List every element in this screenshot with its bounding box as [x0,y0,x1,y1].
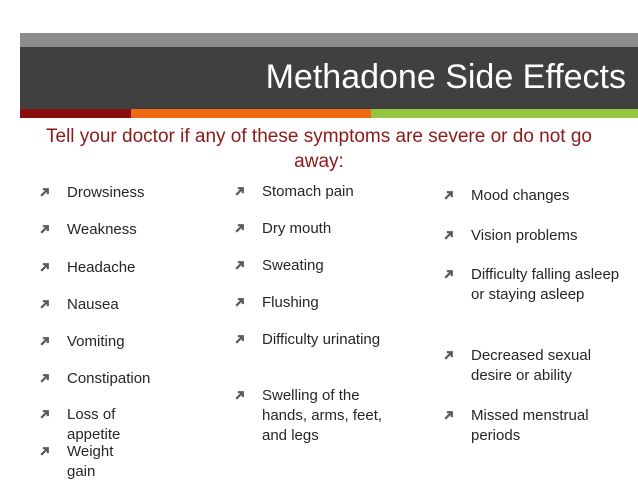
symptom-text: Difficulty falling asleep or staying asleep [471,266,620,303]
arrow-up-right-icon [233,259,245,271]
symptom-text: Loss of appetite [67,406,121,443]
list-item [38,295,119,315]
arrow-up-right-icon [38,408,50,420]
arrow-up-right-icon [442,268,454,280]
symptom-text: Nausea [67,296,119,313]
slide-subtitle: Tell your doctor if any of these symptoms are severe or do not go away: [46,126,592,172]
list-item [38,405,120,445]
arrow-up-right-icon [233,389,245,401]
symptom-text: Mood changes [471,187,570,204]
symptom-text: Vision problems [471,227,578,244]
list-item [38,258,135,278]
list-item [442,265,626,305]
symptom-text: Flushing [262,294,319,311]
symptom-text: Headache [67,259,136,276]
arrow-up-right-icon [38,335,50,347]
list-item [233,386,392,446]
arrow-up-right-icon [442,189,454,201]
symptom-text: Stomach pain [262,183,354,200]
arrow-up-right-icon [38,223,50,235]
arrow-up-right-icon [38,261,50,273]
arrow-up-right-icon [442,349,454,361]
list-item [442,406,626,446]
list-item [38,183,145,203]
accent-bar-orange [131,109,371,118]
arrow-up-right-icon [233,296,245,308]
list-item [442,226,626,246]
arrow-up-right-icon [38,445,50,457]
arrow-up-right-icon [233,333,245,345]
arrow-up-right-icon [38,186,50,198]
list-item [442,186,626,206]
list-item [233,182,392,202]
symptom-text: Missed menstrual periods [471,407,589,444]
symptom-text: Weakness [67,221,137,238]
arrow-up-right-icon [233,222,245,234]
list-item [233,219,392,239]
symptom-text: Sweating [262,257,324,274]
symptom-text: Decreased sexual desire or ability [471,347,592,384]
symptom-text: Difficulty urinating [262,331,381,348]
list-item [233,330,392,350]
accent-bar-red [20,109,131,118]
arrow-up-right-icon [442,229,454,241]
slide-title: Methadone Side Effects [265,58,626,96]
arrow-up-right-icon [38,372,50,384]
arrow-up-right-icon [233,185,245,197]
symptom-text: Vomiting [67,333,125,350]
list-item [442,346,626,386]
symptom-text: Constipation [67,370,151,387]
list-item [38,332,125,352]
list-item [38,220,137,240]
list-item [38,369,150,389]
top-strip [20,33,638,47]
arrow-up-right-icon [38,298,50,310]
list-item [233,293,392,313]
title-bar [20,47,638,109]
symptom-text: Weight gain [67,443,114,480]
symptom-text: Drowsiness [67,184,145,201]
symptom-text: Dry mouth [262,220,332,237]
arrow-up-right-icon [442,409,454,421]
accent-bar-green [371,109,638,118]
list-item [38,442,113,482]
list-item [233,256,392,276]
symptom-text: Swelling of the hands, arms, feet, and legs [262,387,383,444]
